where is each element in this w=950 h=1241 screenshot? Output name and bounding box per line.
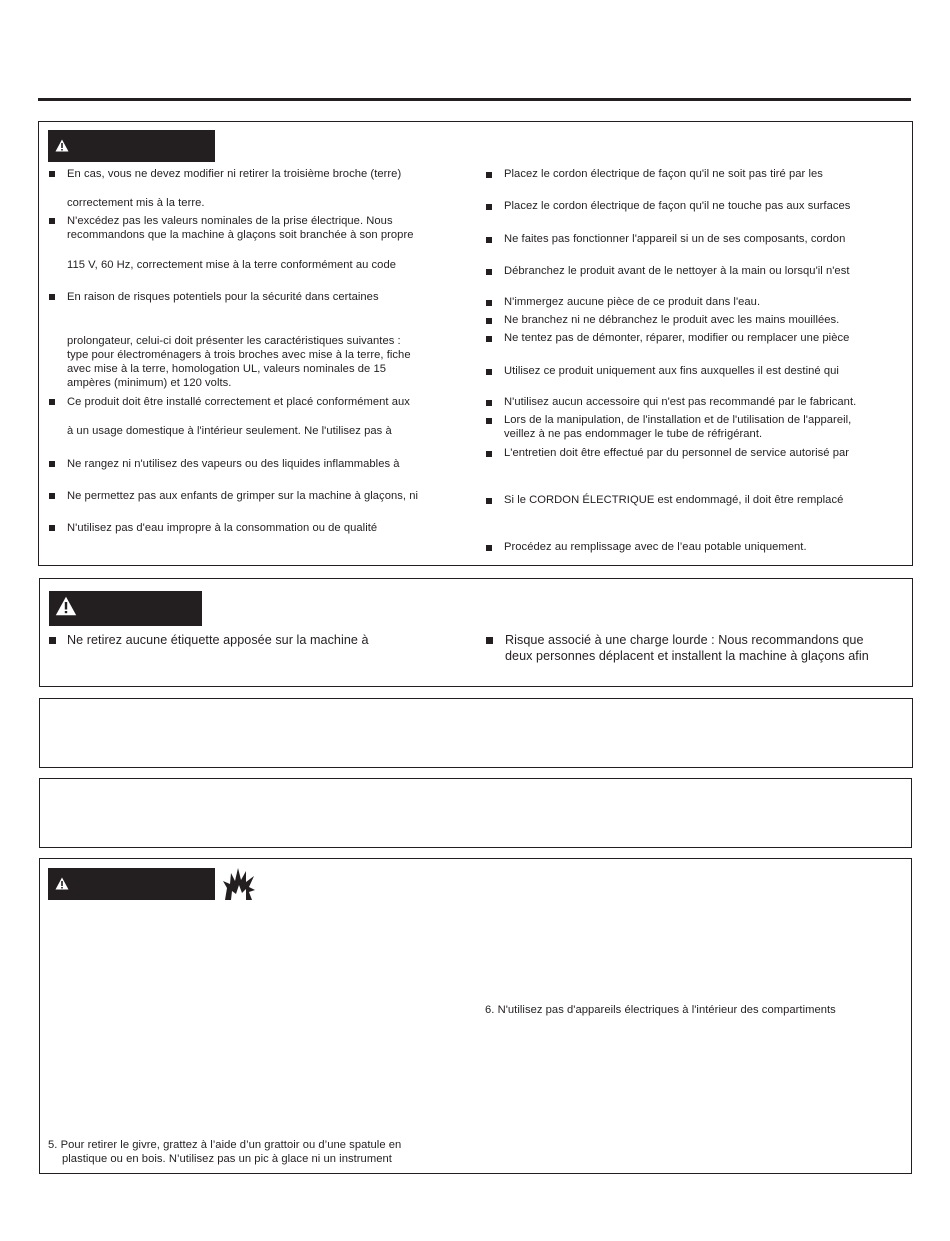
box1-left-item-3 bbox=[67, 214, 414, 242]
bullet-marker bbox=[486, 204, 492, 210]
bullet-marker bbox=[486, 172, 492, 178]
bullet-marker bbox=[49, 218, 55, 224]
text-line: Ne rangez ni n'utilisez des vapeurs ou des liquides inflammables à bbox=[67, 458, 400, 470]
text-line: N'utilisez aucun accessoire qui n'est pas recommandé par le fabricant. bbox=[504, 396, 857, 408]
warning-triangle-icon bbox=[55, 596, 77, 616]
text-line: L'entretien doit être effectué par du personnel de service autorisé par bbox=[504, 447, 850, 459]
text-line: avec mise à la terre, homologation UL, valeurs nominales de 15 bbox=[67, 363, 387, 375]
warning-header-5 bbox=[48, 868, 215, 900]
text-line: ampères (minimum) et 120 volts. bbox=[67, 377, 232, 389]
warning-triangle-icon bbox=[55, 139, 69, 152]
text-line: prolongateur, celui-ci doit présenter les caractéristiques suivantes : bbox=[67, 335, 401, 347]
box1-right-item-9 bbox=[504, 395, 856, 409]
box1-left-item-1 bbox=[67, 167, 401, 181]
box1-left-item-5 bbox=[67, 290, 379, 304]
box1-left-item-11 bbox=[67, 521, 377, 535]
explosion-icon bbox=[222, 866, 256, 901]
text-line: correctement mis à la terre. bbox=[67, 197, 205, 209]
bullet-marker bbox=[49, 294, 55, 300]
box2-left-item-1 bbox=[67, 632, 369, 648]
box1-right-item-1 bbox=[504, 167, 823, 181]
bullet-marker bbox=[486, 336, 492, 342]
text-line: veillez à ne pas endommager le tube de réfrigérant. bbox=[504, 428, 763, 440]
text-line: 6. N'utilisez pas d'appareils électriques à l'intérieur des compartiments bbox=[485, 1004, 836, 1016]
box2-right-item-1 bbox=[505, 632, 869, 664]
box5-item-6 bbox=[485, 1003, 836, 1017]
box1-left-item-6 bbox=[67, 334, 411, 390]
box1-right-item-4 bbox=[504, 264, 850, 278]
text-line: N'utilisez pas d'eau impropre à la consommation ou de qualité bbox=[67, 522, 378, 534]
text-line: N'immergez aucune pièce de ce produit dans l'eau. bbox=[504, 296, 761, 308]
box1-right-item-13 bbox=[504, 540, 807, 554]
warning-header-1 bbox=[48, 130, 215, 162]
text-line: Placez le cordon électrique de façon qu'il ne soit pas tiré par les bbox=[504, 168, 823, 180]
text-line: N'excédez pas les valeurs nominales de la prise électrique. Nous bbox=[67, 215, 393, 227]
empty-box-3 bbox=[39, 698, 913, 768]
bullet-marker bbox=[49, 493, 55, 499]
text-line: En cas, vous ne devez modifier ni retirer la troisième broche (terre) bbox=[67, 168, 402, 180]
bullet-marker bbox=[486, 300, 492, 306]
bullet-marker bbox=[49, 461, 55, 467]
box1-left-item-9 bbox=[67, 457, 400, 471]
box1-right-item-10 bbox=[504, 413, 851, 441]
bullet-marker bbox=[486, 369, 492, 375]
box1-left-item-10 bbox=[67, 489, 418, 503]
text-line: En raison de risques potentiels pour la sécurité dans certaines bbox=[67, 291, 379, 303]
bullet-marker bbox=[486, 545, 492, 551]
warning-header-2 bbox=[49, 591, 202, 626]
box5-item-5 bbox=[48, 1138, 401, 1166]
bullet-marker bbox=[486, 451, 492, 457]
box1-left-item-2 bbox=[67, 196, 205, 210]
text-line: Placez le cordon électrique de façon qu'il ne touche pas aux surfaces bbox=[504, 200, 851, 212]
text-line: 115 V, 60 Hz, correctement mise à la terre conformément au code bbox=[67, 259, 396, 271]
bullet-marker bbox=[49, 637, 56, 644]
box1-left-item-4 bbox=[67, 258, 396, 272]
text-line: 5. Pour retirer le givre, grattez à l’aide d’un grattoir ou d’une spatule en bbox=[48, 1139, 402, 1151]
box1-right-item-6 bbox=[504, 313, 839, 327]
text-line: Risque associé à une charge lourde : Nous recommandons que bbox=[505, 633, 864, 647]
text-line: Procédez au remplissage avec de l’eau potable uniquement. bbox=[504, 541, 807, 553]
box1-right-item-7 bbox=[504, 331, 849, 345]
text-line: Ce produit doit être installé correctement et placé conformément aux bbox=[67, 396, 410, 408]
box1-right-item-11 bbox=[504, 446, 849, 460]
top-rule bbox=[38, 98, 911, 101]
text-line: Lors de la manipulation, de l'installation et de l'utilisation de l'appareil, bbox=[504, 414, 852, 426]
bullet-marker bbox=[486, 418, 492, 424]
box1-right-item-2 bbox=[504, 199, 850, 213]
bullet-marker bbox=[486, 269, 492, 275]
bullet-marker bbox=[486, 237, 492, 243]
text-line: Utilisez ce produit uniquement aux fins auxquelles il est destiné qui bbox=[504, 365, 839, 377]
text-line: recommandons que la machine à glaçons soit branchée à son propre bbox=[67, 229, 414, 241]
box1-right-item-8 bbox=[504, 364, 839, 378]
box1-right-item-5 bbox=[504, 295, 760, 309]
bullet-marker bbox=[49, 399, 55, 405]
text-line: deux personnes déplacent et installent la machine à glaçons afin bbox=[505, 649, 869, 663]
text-line: Si le CORDON ÉLECTRIQUE est endommagé, il doit être remplacé bbox=[504, 494, 844, 506]
bullet-marker bbox=[49, 171, 55, 177]
text-line: Ne permettez pas aux enfants de grimper sur la machine à glaçons, ni bbox=[67, 490, 419, 502]
text-line: type pour électroménagers à trois broches avec mise à la terre, fiche bbox=[67, 349, 411, 361]
box1-left-item-8 bbox=[67, 424, 392, 438]
text-line: plastique ou en bois. N’utilisez pas un pic à glace ni un instrument bbox=[62, 1153, 392, 1165]
text-line: Ne branchez ni ne débranchez le produit avec les mains mouillées. bbox=[504, 314, 840, 326]
text-line: Ne tentez pas de démonter, réparer, modifier ou remplacer une pièce bbox=[504, 332, 850, 344]
box1-left-item-7 bbox=[67, 395, 410, 409]
bullet-marker bbox=[486, 400, 492, 406]
bullet-marker bbox=[486, 637, 493, 644]
empty-box-4 bbox=[39, 778, 912, 848]
bullet-marker bbox=[49, 525, 55, 531]
text-line: à un usage domestique à l'intérieur seulement. Ne l'utilisez pas à bbox=[67, 425, 392, 437]
text-line: Ne retirez aucune étiquette apposée sur la machine à bbox=[67, 633, 369, 647]
bullet-marker bbox=[486, 498, 492, 504]
warning-triangle-icon bbox=[55, 877, 69, 890]
text-line: Débranchez le produit avant de le nettoyer à la main ou lorsqu'il n'est bbox=[504, 265, 850, 277]
bullet-marker bbox=[486, 318, 492, 324]
text-line: Ne faites pas fonctionner l'appareil si un de ses composants, cordon bbox=[504, 233, 846, 245]
box1-right-item-3 bbox=[504, 232, 845, 246]
box1-right-item-12 bbox=[504, 493, 843, 507]
